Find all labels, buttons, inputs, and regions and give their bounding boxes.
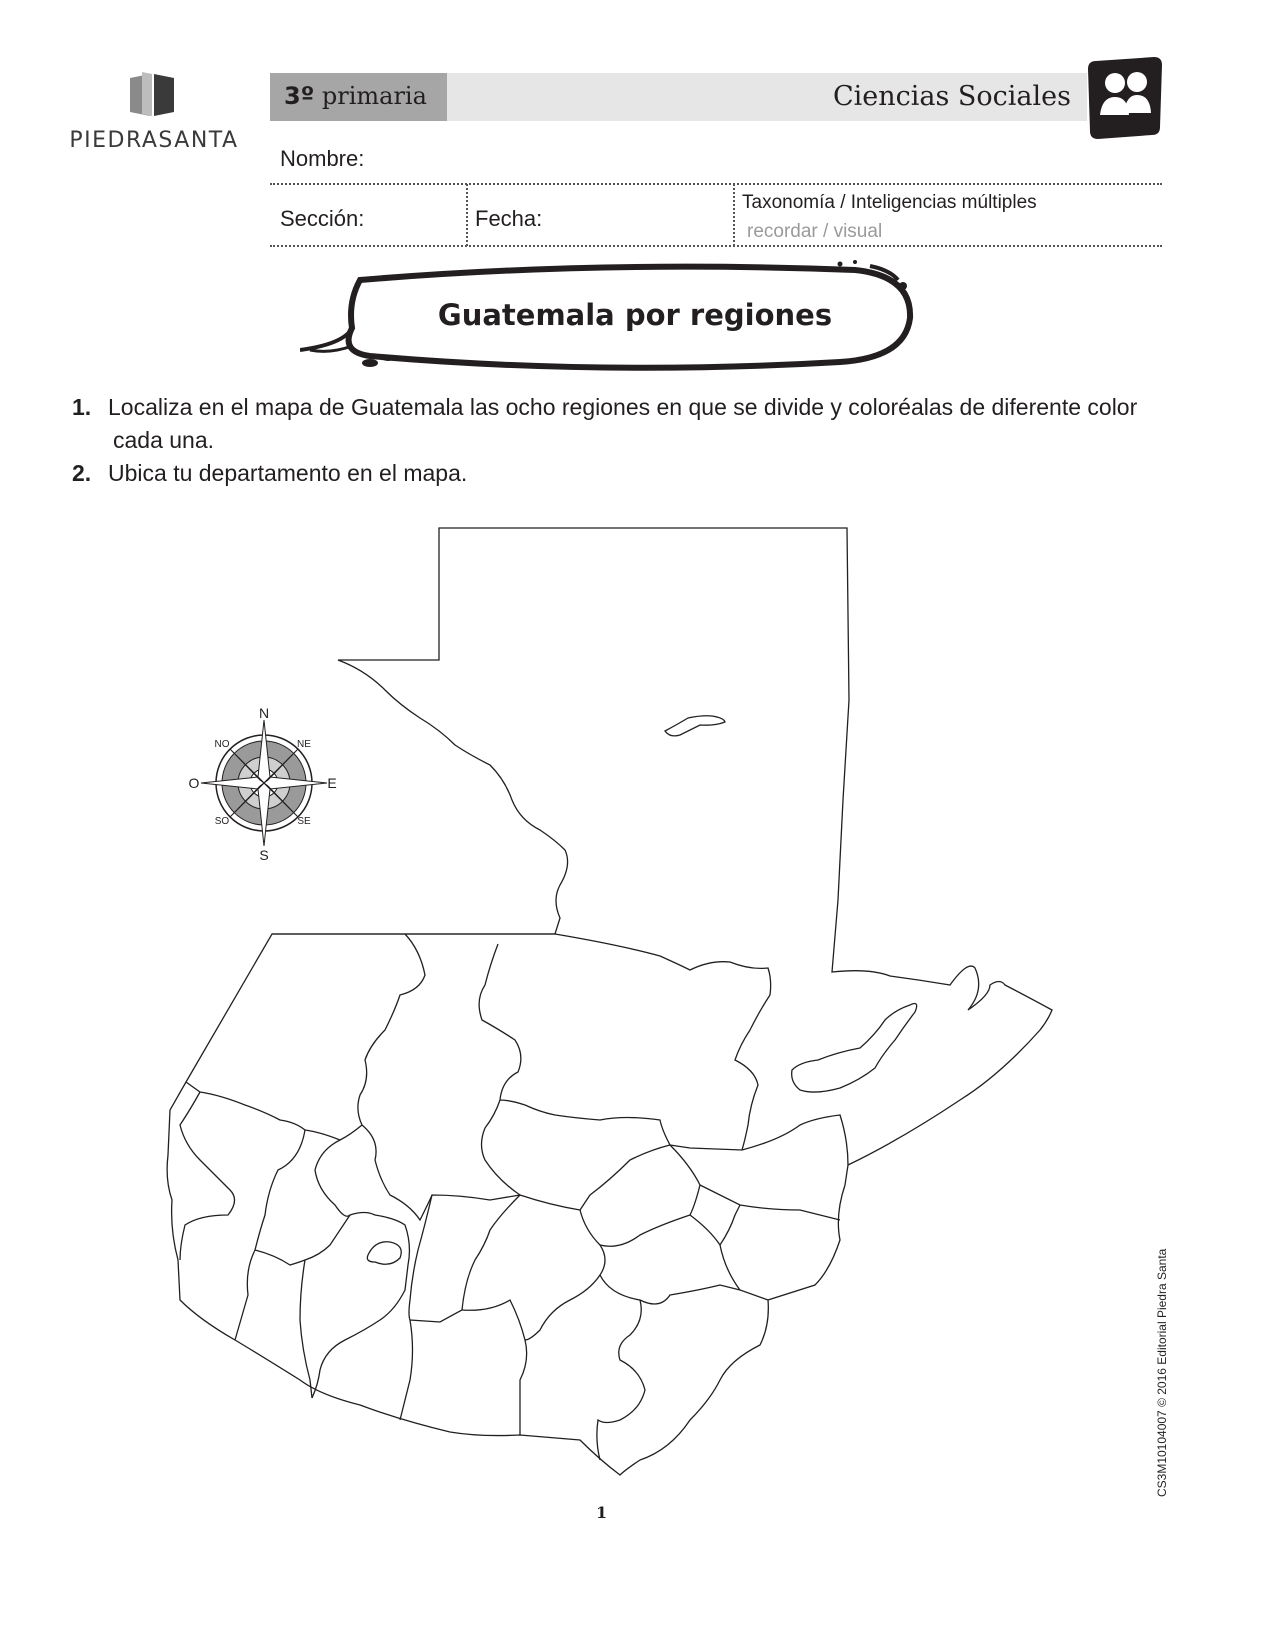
department-border [255, 1215, 350, 1265]
lake-peten-itza [665, 716, 725, 736]
department-border [235, 1130, 305, 1340]
department-border [597, 1300, 645, 1460]
page-number: 1 [596, 1503, 608, 1522]
taxonomy-value: recordar / visual [747, 221, 883, 242]
divider [270, 183, 1162, 185]
department-border [400, 1320, 413, 1420]
copyright-notice: CS3M10104007 © 2016 Editorial Piedra Santa [1155, 1248, 1169, 1497]
instruction-text: Ubica tu departamento en el mapa. [108, 460, 468, 486]
divider [270, 245, 1162, 247]
department-border [186, 934, 425, 1140]
taxonomy-label: Taxonomía / Inteligencias múltiples [742, 192, 1037, 213]
brand-name: PIEDRASANTA [69, 128, 239, 153]
grade-level: primaria [321, 82, 427, 110]
book-logo-icon [128, 72, 178, 118]
department-border [462, 1300, 527, 1435]
instruction-text: Localiza en el mapa de Guatemala las ocho regiones en que se divide y coloréalas de diferente color [108, 394, 1138, 420]
grade-number: 3º [284, 82, 315, 110]
instruction-number: 2. [72, 460, 92, 486]
compass-rose [180, 700, 350, 870]
department-border [670, 995, 770, 1150]
compass-ne: NE [297, 739, 311, 750]
instruction-number: 1. [72, 394, 92, 420]
grade-box [270, 73, 447, 121]
department-border [600, 1275, 740, 1304]
department-border [720, 1205, 740, 1245]
guatemala-map [0, 500, 1275, 1500]
country-outline [167, 528, 1052, 1475]
name-label: Nombre: [280, 146, 365, 171]
instruction-text-continued: cada una. [113, 427, 215, 453]
subject-bar [447, 73, 1087, 121]
department-border [362, 1125, 520, 1220]
instruction-item [72, 457, 467, 490]
grade-label [284, 82, 427, 110]
compass-s: S [259, 847, 269, 863]
department-border [300, 1260, 312, 1398]
people-icon [1088, 57, 1162, 139]
subject-title: Ciencias Sociales [832, 81, 1071, 112]
compass-w: O [188, 775, 200, 791]
page-title: Guatemala por regiones [437, 298, 833, 332]
compass-e: E [327, 775, 337, 791]
department-border [600, 1145, 700, 1246]
divider [466, 184, 468, 246]
instruction-item [72, 391, 1137, 424]
compass-se: SE [297, 816, 311, 827]
department-border [272, 934, 771, 995]
date-label: Fecha: [475, 206, 543, 231]
divider [733, 184, 735, 246]
department-border [742, 1115, 848, 1165]
department-border [700, 1185, 840, 1220]
department-border [367, 1242, 401, 1264]
department-border [180, 1092, 235, 1260]
department-border [525, 1210, 605, 1340]
compass-n: N [258, 705, 270, 721]
lake-izabal [792, 1004, 917, 1093]
compass-sw: SO [214, 816, 230, 827]
compass-nw: NO [214, 739, 230, 750]
section-label: Sección: [280, 206, 365, 231]
department-border [479, 944, 670, 1210]
department-border [312, 1140, 409, 1398]
